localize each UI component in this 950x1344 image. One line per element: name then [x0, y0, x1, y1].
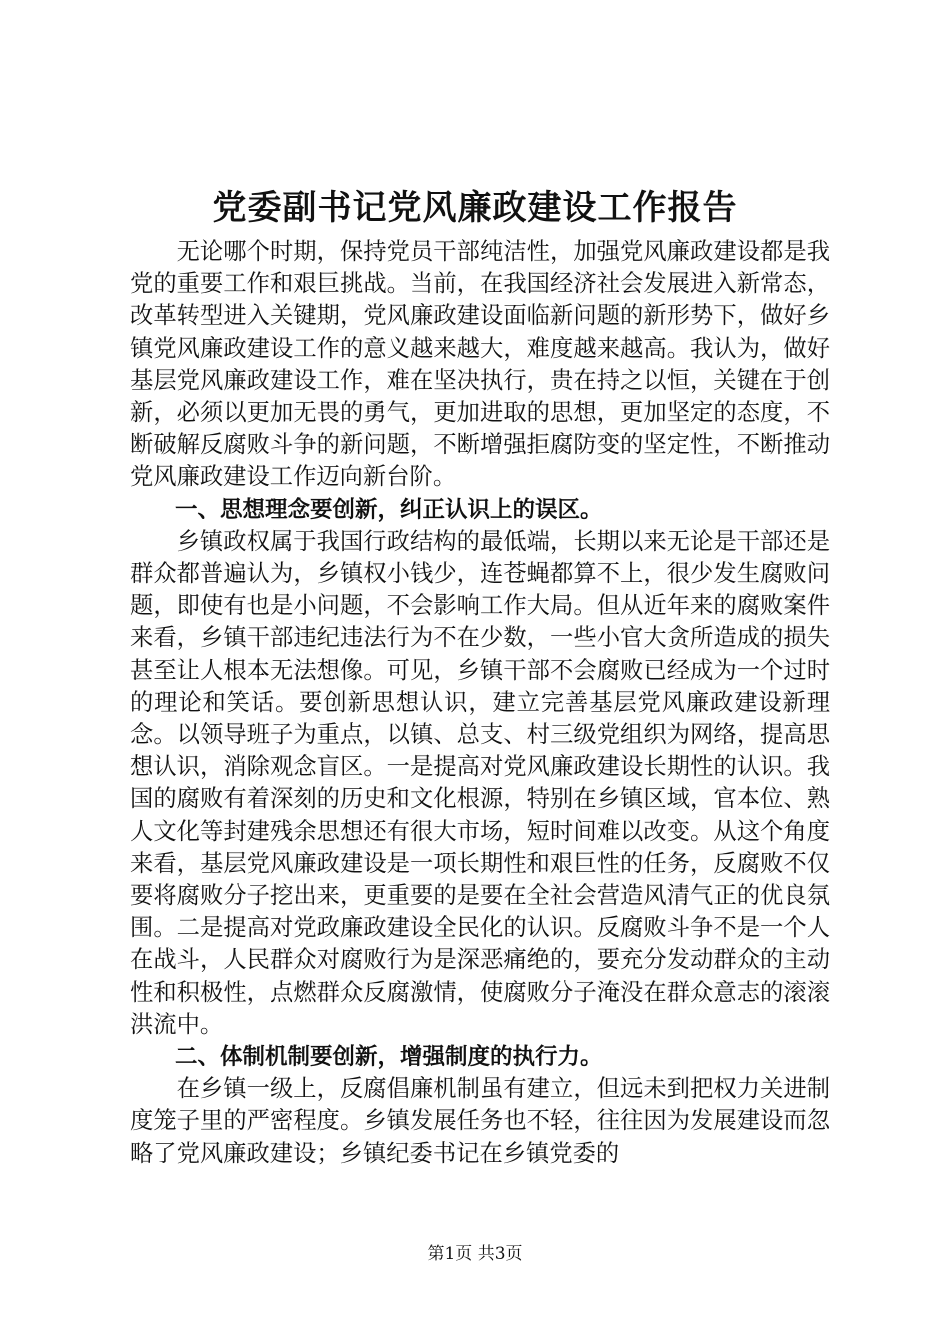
section-heading-1: 一、思想理念要创新，纠正认识上的误区。 [175, 496, 603, 523]
section-heading-2: 二、体制机制要创新，增强制度的执行力。 [175, 1044, 603, 1071]
document-title: 党委副书记党风廉政建设工作报告 [212, 188, 738, 228]
page-footer: 第1页 共3页 [427, 1244, 523, 1264]
document-body [130, 236, 830, 1170]
paragraph-section-1: 乡镇政权属于我国行政结构的最低端，长期以来无论是干部还是群众都普遍认为，乡镇权小钱少，连苍蝇都算不上，很少发生腐败问题，即使有也是小问题，不会影响工作大局。但从近年来的腐败案件来看，乡镇干部违纪违法行为不在少数，一些小官大贪所造成的损失甚至让人根本无法想像。可见，乡镇干部不会腐败已经成为一个过时的理论和笑话。要创新思想认识，建立完善基层党风廉政建设新理念。以领导班子为重点，以镇、总支、村三级党组织为网络，提高思想认识，消除观念盲区。一是提高对党风廉政建设长期性的认识。我国的腐败有着深刻的历史和文化根源，特别在乡镇区域，官本位、熟人文化等封建残余思想还有很大市场，短时间难以改变。从这个角度来看，基层党风廉政建设是一项长期性和艰巨性的任务，反腐败不仅要将腐败分子挖出来，更重要的是要在全社会营造风清气正的优良氛围。二是提高对党政廉政建设全民化的认识。反腐败斗争不是一个人在战斗，人民群众对腐败行为是深恶痛绝的，要充分发动群众的主动性和积极性，点燃群众反腐激情，使腐败分子淹没在群众意志的滚滚洪流中。 [130, 527, 830, 1038]
paragraph-section-2: 在乡镇一级上，反腐倡廉机制虽有建立，但远未到把权力关进制度笼子里的严密程度。乡镇发展任务也不轻，往往因为发展建设而忽略了党风廉政建设；乡镇纪委书记在乡镇党委的 [130, 1075, 830, 1167]
paragraph-intro: 无论哪个时期，保持党员干部纯洁性，加强党风廉政建设都是我党的重要工作和艰巨挑战。当前，在我国经济社会发展进入新常态，改革转型进入关键期，党风廉政建设面临新问题的新形势下，做好乡镇党风廉政建设工作的意义越来越大，难度越来越高。我认为，做好基层党风廉政建设工作，难在坚决执行，贵在持之以恒，关键在于创新，必须以更加无畏的勇气，更加进取的思想，更加坚定的态度，不断破解反腐败斗争的新问题，不断增强拒腐防变的坚定性，不断推动党风廉政建设工作迈向新台阶。 [130, 238, 830, 491]
